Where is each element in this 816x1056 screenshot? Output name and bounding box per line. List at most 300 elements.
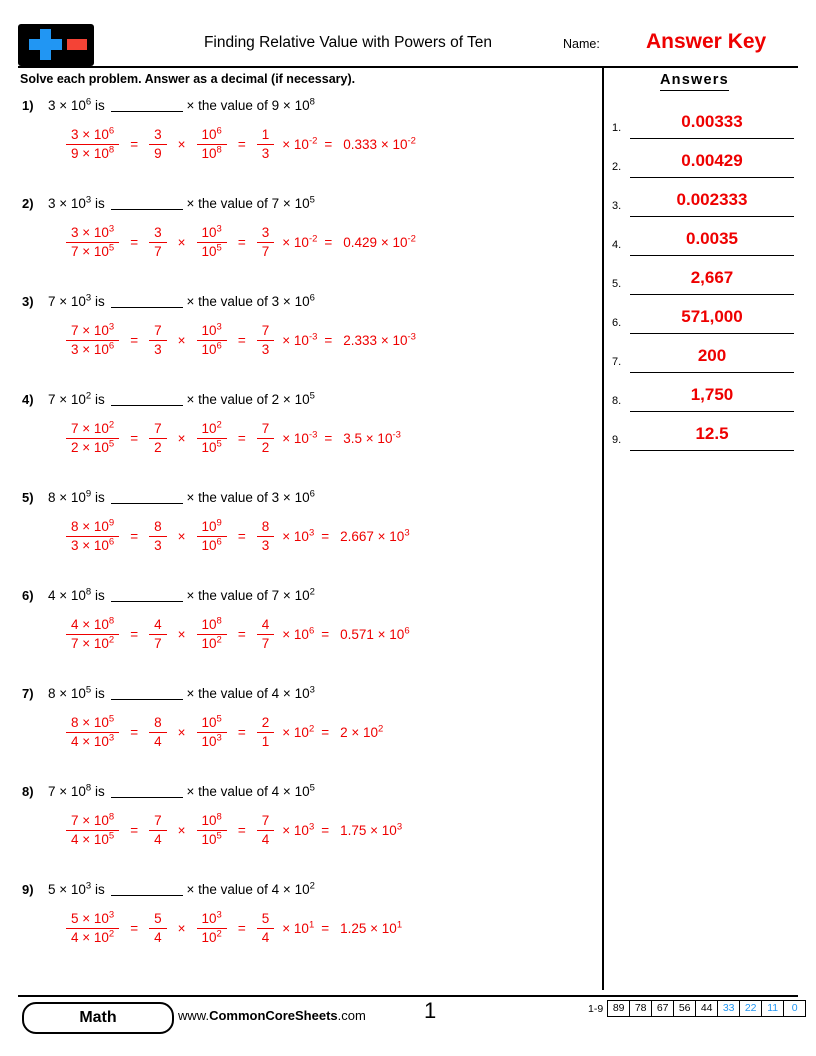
fraction-numerator: 10 [201,518,217,534]
times-sign: × [282,332,291,348]
problems-list [18,92,593,974]
answer-value: 571,000 [681,307,743,326]
result-exponent: 2 [378,723,384,734]
fraction-numerator: 7 [261,420,270,436]
page-title: Finding Relative Value with Powers of Ten [203,34,493,51]
answer-key-label: Answer Key [646,30,767,53]
power-base: 10 [293,332,309,348]
fraction-original [66,617,119,651]
scale-cell: 78 [629,1000,651,1017]
fraction-denominator: 2 × 10 [71,439,109,455]
problem-text [48,392,315,407]
fraction-denominator: 9 [154,145,162,161]
power-base: 10 [293,528,309,544]
answer-index: 8. [612,395,622,407]
problem-operand-a: 4 × 10 [48,588,86,603]
subject-badge: Math [22,1002,174,1034]
equals-sign: = [130,822,139,838]
answer-row [612,342,798,381]
result-value: 2 × 10 [340,724,379,740]
problem-work [62,118,416,170]
fraction-numerator: 5 [261,910,270,926]
problem-connector: is [91,98,109,113]
fraction-powers [197,225,227,259]
problem-operand-a: 8 × 10 [48,490,86,505]
equals-sign: = [237,822,246,838]
fraction-denominator: 3 × 10 [71,537,109,553]
fraction-numerator-exponent: 8 [108,615,115,627]
problem-number: 9) [22,882,34,897]
problem-connector: is [91,882,109,897]
fraction-denominator-exponent: 3 [108,732,115,743]
equals-sign: = [324,136,333,152]
answer-row [612,186,798,225]
times-sign: × [282,724,291,740]
times-sign: × [282,136,291,152]
problem-operand-b-exponent: 2 [309,586,315,598]
problem-connector: is [91,490,109,505]
fraction-coefficients [149,813,167,847]
equals-sign: = [237,920,246,936]
power-base: 10 [293,626,309,642]
answer-index: 6. [612,317,622,329]
equals-sign: = [324,332,333,348]
power-base: 10 [293,234,309,250]
fraction-coefficients [149,323,167,357]
result-value: 1.75 × 10 [340,822,397,838]
fraction-coefficients [149,421,167,455]
name-label: Name: [563,37,600,51]
problem-operand-a: 7 × 10 [48,784,86,799]
scale-cell: 67 [651,1000,673,1017]
problem-text [48,588,315,603]
answer-index: 5. [612,278,622,290]
fraction-simplified [257,911,275,945]
equals-sign: = [237,626,246,642]
problem-text [48,294,315,309]
equals-sign: = [130,528,139,544]
fraction-denominator: 10 [201,439,217,455]
power-term [282,235,317,250]
answer-row [612,108,798,147]
equals-sign: = [324,234,333,250]
fraction-original [66,421,119,455]
answer-blank[interactable] [111,601,183,602]
problem-operand-a: 3 × 10 [48,196,86,211]
fraction-numerator: 10 [201,322,217,338]
answer-index: 2. [612,161,622,173]
fraction-denominator: 7 [154,635,162,651]
result-exponent: 3 [396,821,403,832]
scale-cell: 11 [761,1000,783,1017]
fraction-numerator-exponent: 9 [108,517,115,529]
problem-result [340,823,402,838]
problem-result [343,137,416,152]
fraction-denominator: 4 [154,733,162,749]
fraction-numerator: 8 [154,518,162,534]
times-sign: × [282,528,291,544]
equals-sign: = [237,528,246,544]
answer-value: 12.5 [695,424,729,443]
fraction-simplified [257,519,275,553]
fraction-numerator: 10 [201,126,217,142]
fraction-numerator-exponent: 3 [216,909,222,921]
fraction-denominator: 4 [261,831,270,847]
power-base: 10 [293,920,309,936]
power-exponent: 6 [308,625,315,636]
result-value: 0.429 × 10 [343,234,408,250]
fraction-denominator: 2 [154,439,162,455]
fraction-denominator: 4 × 10 [71,929,109,945]
fraction-denominator: 3 [154,537,162,553]
problem-number: 3) [22,294,34,309]
equals-sign: = [237,724,246,740]
fraction-powers [197,715,227,749]
fraction-numerator: 10 [201,812,217,828]
answer-blank[interactable] [111,405,183,406]
problem-item [18,386,593,484]
answers-heading: Answers [660,72,729,91]
problem-operand-b-exponent: 5 [309,782,315,794]
fraction-simplified [257,225,275,259]
fraction-original [66,323,119,357]
fraction-numerator: 5 [154,910,162,926]
fraction-numerator: 2 [261,714,270,730]
fraction-powers [197,421,227,455]
scale-cell: 56 [673,1000,695,1017]
problem-number: 2) [22,196,34,211]
equals-sign: = [130,626,139,642]
fraction-denominator-exponent: 6 [216,340,222,351]
fraction-denominator: 10 [201,537,217,553]
problem-operand-b-exponent: 3 [309,684,315,696]
fraction-numerator: 4 × 10 [71,616,109,632]
answer-row [612,381,798,420]
problem-operand-a-exponent: 8 [85,586,92,598]
power-exponent: 2 [308,723,315,734]
result-exponent: -2 [407,233,416,244]
problem-result [340,921,402,936]
scale-cell: 89 [607,1000,629,1017]
fraction-numerator-exponent: 2 [108,419,115,431]
times-sign: × [177,332,186,348]
power-exponent: -2 [308,135,318,146]
power-term [282,529,314,544]
equals-sign: = [237,234,246,250]
fraction-denominator: 1 [261,733,270,749]
fraction-numerator: 10 [201,714,217,730]
times-sign: × [177,136,186,152]
answer-blank[interactable] [111,209,183,210]
fraction-denominator-exponent: 3 [216,732,222,743]
fraction-numerator-exponent: 8 [216,615,222,627]
fraction-original [66,225,119,259]
problem-result [343,235,416,250]
equals-sign: = [324,430,333,446]
fraction-original [66,127,119,161]
website-suffix: .com [337,1008,366,1023]
answer-blank[interactable] [111,797,183,798]
fraction-numerator-exponent: 3 [216,223,222,235]
answer-blank[interactable] [111,699,183,700]
answer-rule [630,450,794,451]
result-exponent: -3 [392,429,401,440]
problem-text [48,882,315,897]
answer-value: 2,667 [690,268,734,287]
problem-operand-a-exponent: 9 [85,488,92,500]
problem-operand-a-exponent: 3 [85,194,92,206]
power-term [282,823,314,838]
equals-sign: = [130,724,139,740]
answer-rule [630,255,794,256]
fraction-denominator-exponent: 5 [108,830,115,841]
fraction-numerator-exponent: 2 [216,419,222,431]
fraction-numerator: 5 × 10 [71,910,109,926]
problem-operand-b: × the value of 4 × 10 [186,882,310,897]
problem-text [48,686,315,701]
fraction-denominator-exponent: 5 [216,438,222,449]
answer-blank[interactable] [111,111,183,112]
answer-rule [630,177,794,178]
answer-row [612,264,798,303]
fraction-original [66,911,119,945]
power-base: 10 [293,136,309,152]
answer-index: 9. [612,434,622,446]
fraction-numerator-exponent: 3 [108,223,115,235]
problem-work [62,314,416,366]
fraction-numerator-exponent: 3 [108,321,115,333]
answer-index: 3. [612,200,622,212]
problem-item [18,778,593,876]
equals-sign: = [321,822,330,838]
fraction-numerator: 3 [261,224,270,240]
problem-number: 5) [22,490,34,505]
problem-operand-b-exponent: 5 [309,194,315,206]
fraction-original [66,519,119,553]
fraction-denominator: 7 × 10 [71,243,109,259]
problem-connector: is [91,196,109,211]
problem-operand-a-exponent: 2 [85,390,92,402]
fraction-denominator: 7 × 10 [71,635,109,651]
times-sign: × [282,920,291,936]
scale-cell: 44 [695,1000,717,1017]
times-sign: × [177,724,186,740]
fraction-numerator: 8 [261,518,270,534]
fraction-numerator: 7 [261,812,270,828]
problem-result [343,431,401,446]
problem-item [18,484,593,582]
problem-operand-a: 3 × 10 [48,98,86,113]
problem-operand-b-exponent: 2 [309,880,315,892]
fraction-denominator: 9 × 10 [71,145,109,161]
answer-rule [630,333,794,334]
fraction-numerator: 7 × 10 [71,420,109,436]
result-value: 0.333 × 10 [343,136,408,152]
answer-value: 1,750 [690,385,734,404]
problem-work [62,706,383,758]
fraction-numerator: 4 [154,616,162,632]
fraction-denominator: 4 × 10 [71,733,109,749]
equals-sign: = [237,332,246,348]
fraction-denominator: 4 [261,929,270,945]
fraction-coefficients [149,911,167,945]
fraction-denominator: 4 × 10 [71,831,109,847]
fraction-denominator-exponent: 6 [216,536,222,547]
problem-connector: is [91,294,109,309]
power-term [282,921,314,936]
equals-sign: = [321,920,330,936]
problem-operand-b: × the value of 9 × 10 [186,98,310,113]
fraction-powers [197,813,227,847]
answer-value: 0.0035 [686,229,738,248]
fraction-denominator: 3 [261,341,270,357]
problem-connector: is [91,588,109,603]
equals-sign: = [321,528,330,544]
problem-operand-a-exponent: 3 [85,292,92,304]
problem-item [18,190,593,288]
fraction-denominator: 10 [201,635,217,651]
fraction-denominator: 10 [201,929,217,945]
power-term [282,333,317,348]
fraction-powers [197,323,227,357]
fraction-denominator-exponent: 2 [216,928,222,939]
answer-blank[interactable] [111,307,183,308]
scale-range: 1-9 [588,1002,604,1015]
fraction-numerator: 1 [261,126,270,142]
problem-result [340,627,409,642]
answer-index: 7. [612,356,622,368]
equals-sign: = [130,136,139,152]
problem-item [18,680,593,778]
problem-operand-a: 7 × 10 [48,294,86,309]
fraction-numerator: 10 [201,910,217,926]
times-sign: × [177,920,186,936]
problem-operand-b: × the value of 7 × 10 [186,588,310,603]
result-value: 2.667 × 10 [340,528,405,544]
answer-blank[interactable] [111,895,183,896]
scale-cell: 33 [717,1000,739,1017]
instructions-text: Solve each problem. Answer as a decimal (if necessary). [20,72,356,86]
fraction-coefficients [149,127,167,161]
fraction-numerator: 7 × 10 [71,322,109,338]
problem-number: 8) [22,784,34,799]
answer-blank[interactable] [111,503,183,504]
fraction-numerator: 7 [261,322,270,338]
fraction-denominator: 10 [201,243,217,259]
page-number: 1 [424,998,437,1023]
power-term [282,627,314,642]
fraction-denominator: 2 [261,439,270,455]
fraction-numerator-exponent: 6 [216,125,222,137]
problem-item [18,288,593,386]
problem-operand-b: × the value of 7 × 10 [186,196,310,211]
fraction-numerator-exponent: 3 [216,321,222,333]
fraction-numerator-exponent: 3 [108,909,115,921]
problem-operand-a-exponent: 3 [85,880,92,892]
times-sign: × [177,822,186,838]
equals-sign: = [130,332,139,348]
problem-operand-b: × the value of 4 × 10 [186,784,310,799]
fraction-numerator-exponent: 5 [108,713,115,725]
fraction-powers [197,617,227,651]
fraction-powers [197,519,227,553]
problem-operand-b: × the value of 3 × 10 [186,294,310,309]
fraction-denominator: 3 [261,145,270,161]
result-exponent: 3 [404,527,410,538]
problem-connector: is [91,392,109,407]
fraction-denominator: 7 [154,243,162,259]
footer-divider [18,995,798,997]
equals-sign: = [130,234,139,250]
fraction-denominator: 10 [201,831,217,847]
fraction-numerator: 8 × 10 [71,518,109,534]
fraction-denominator-exponent: 2 [108,928,115,939]
problem-text [48,490,315,505]
fraction-numerator-exponent: 8 [216,811,222,823]
power-term [282,725,314,740]
answer-rule [630,411,794,412]
result-value: 2.333 × 10 [343,332,408,348]
answers-list [612,108,798,459]
power-exponent: 1 [308,919,315,930]
answer-row [612,147,798,186]
problem-operand-a: 8 × 10 [48,686,86,701]
fraction-simplified [257,715,275,749]
fraction-denominator: 3 [154,341,162,357]
fraction-numerator: 3 × 10 [71,126,109,142]
problem-connector: is [91,686,109,701]
problem-number: 6) [22,588,34,603]
power-exponent: 3 [308,527,315,538]
result-value: 1.25 × 10 [340,920,397,936]
fraction-denominator: 10 [201,145,217,161]
problem-number: 7) [22,686,34,701]
problem-number: 1) [22,98,34,113]
answer-row [612,303,798,342]
grading-scale [588,1000,806,1017]
power-exponent: -3 [308,331,318,342]
fraction-denominator-exponent: 5 [108,242,115,253]
answer-rule [630,138,794,139]
fraction-simplified [257,127,275,161]
fraction-denominator: 10 [201,733,217,749]
equals-sign: = [130,430,139,446]
problem-work [62,804,402,856]
answer-value: 0.00429 [681,151,743,170]
problem-item [18,92,593,190]
problem-operand-b: × the value of 3 × 10 [186,490,310,505]
problem-text [48,196,315,211]
fraction-denominator-exponent: 6 [108,536,115,547]
fraction-denominator-exponent: 2 [216,634,222,645]
scale-cell: 0 [783,1000,806,1017]
power-base: 10 [293,430,309,446]
power-exponent: -2 [308,233,318,244]
fraction-coefficients [149,617,167,651]
commoncoresheets-logo-icon [18,24,94,66]
problem-connector: is [91,784,109,799]
times-sign: × [177,234,186,250]
problem-operand-a: 7 × 10 [48,392,86,407]
fraction-numerator: 7 [154,322,162,338]
problem-operand-b-exponent: 8 [309,96,315,108]
equals-sign: = [237,430,246,446]
problem-operand-a-exponent: 6 [85,96,92,108]
answer-rule [630,216,794,217]
result-exponent: 6 [404,625,410,636]
problem-work [62,216,416,268]
answer-index: 1. [612,122,622,134]
